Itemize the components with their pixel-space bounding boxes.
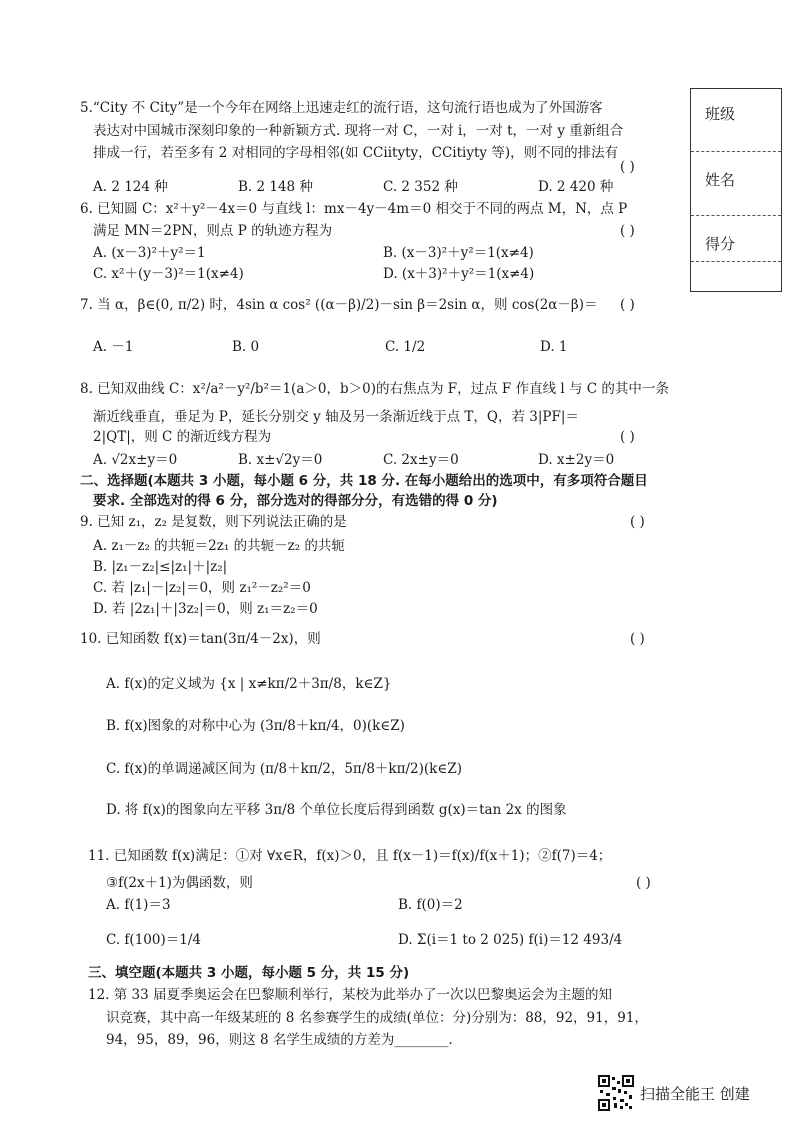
section-heading: 二、选择题(本题共 3 小题，每小题 6 分，共 18 分. 在每小题给出的选项中，有多项符合题目 (80, 473, 648, 489)
option-a: A. f(1)＝3 (106, 897, 171, 913)
answer-paren: ( ) (620, 159, 635, 175)
option-c: C. f(x)的单调递减区间为 (π/8＋kπ/2，5π/8＋kπ/2)(k∈Z) (106, 761, 462, 777)
section-heading: 三、填空题(本题共 3 小题，每小题 5 分，共 15 分) (88, 965, 410, 981)
option-a: A. －1 (93, 339, 134, 355)
option-d: D. (x＋3)²＋y²＝1(x≠4) (383, 266, 535, 282)
question-text: 9. 已知 z₁，z₂ 是复数，则下列说法正确的是 (80, 514, 347, 530)
option-c: C. 2x±y＝0 (383, 452, 459, 468)
question-text: ③f(2x＋1)为偶函数，则 (106, 875, 253, 891)
question-text: 识竞赛，其中高一年级某班的 8 名参赛学生的成绩(单位：分)分别为：88，92，91，91， (106, 1010, 648, 1026)
option-b: B. f(x)图象的对称中心为 (3π/8＋kπ/4，0)(k∈Z) (106, 718, 405, 734)
option-b: B. 0 (232, 339, 260, 355)
question-text: 排成一行，若至多有 2 对相同的字母相邻(如 CCiityty，CCitiyty 等)，则不同的排法有 (93, 145, 619, 161)
option-d: D. 将 f(x)的图象向左平移 3π/8 个单位长度后得到函数 g(x)＝tan 2x 的图象 (106, 802, 567, 818)
option-b: B. |z₁－z₂|≤|z₁|＋|z₂| (93, 559, 228, 575)
option-a: A. z₁－z₂ 的共轭＝2z₁ 的共轭－z₂ 的共轭 (93, 538, 345, 554)
option-a: A. f(x)的定义域为 {x | x≠kπ/2＋3π/8，k∈Z} (106, 676, 392, 692)
answer-paren: ( ) (620, 297, 635, 313)
question-text: 6. 已知圆 C：x²＋y²－4x＝0 与直线 l：mx－4y－4m＝0 相交于不同的两点 M，N，点 P (80, 201, 628, 217)
option-c: C. f(100)＝1/4 (106, 932, 201, 948)
option-b: B. 2 148 种 (238, 179, 313, 195)
option-b: B. (x－3)²＋y²＝1(x≠4) (383, 245, 534, 261)
option-a: A. 2 124 种 (93, 179, 168, 195)
option-d: D. 2 420 种 (538, 179, 614, 195)
option-d: D. 1 (540, 339, 568, 355)
option-b: B. f(0)＝2 (398, 897, 463, 913)
class-label: 班级 (705, 105, 736, 123)
info-divider (691, 215, 781, 216)
option-a: A. (x－3)²＋y²＝1 (93, 245, 206, 261)
answer-paren: ( ) (636, 875, 651, 891)
question-text: 12. 第 33 届夏季奥运会在巴黎顺利举行，某校为此举办了一次以巴黎奥运会为主题的知 (88, 987, 613, 1003)
watermark-text: 扫描全能王 创建 (640, 1085, 750, 1103)
option-d: D. x±2y＝0 (538, 452, 615, 468)
score-label: 得分 (705, 235, 736, 253)
option-b: B. x±√2y＝0 (238, 452, 323, 468)
info-divider (691, 151, 781, 152)
question-text: 11. 已知函数 f(x)满足：①对 ∀x∈R，f(x)＞0，且 f(x－1)＝f(x)/f(x＋1)；②f(7)＝4； (88, 848, 612, 864)
question-text: 满足 MN＝2PN，则点 P 的轨迹方程为 (93, 223, 333, 239)
answer-paren: ( ) (630, 514, 645, 530)
option-d: D. 若 |2z₁|＋|3z₂|＝0，则 z₁＝z₂＝0 (93, 601, 318, 617)
student-info-box (690, 88, 782, 292)
option-c: C. 若 |z₁|－|z₂|＝0，则 z₁²－z₂²＝0 (93, 580, 311, 596)
question-text: 94，95，89，96，则这 8 名学生成绩的方差为________. (106, 1032, 453, 1048)
question-text: 10. 已知函数 f(x)＝tan(3π/4－2x)，则 (80, 631, 321, 647)
answer-paren: ( ) (620, 223, 635, 239)
section-heading: 要求. 全部选对的得 6 分，部分选对的得部分分，有选错的得 0 分) (93, 493, 498, 509)
info-divider (691, 261, 781, 262)
question-text: 7. 当 α，β∈(0, π/2) 时，4sin α cos² ((α－β)/2)－sin β＝2sin α，则 cos(2α－β)＝ (80, 297, 598, 313)
name-label: 姓名 (705, 171, 736, 189)
question-text: 表达对中国城市深刻印象的一种新颖方式. 现将一对 C，一对 i，一对 t，一对 y 重新组合 (93, 123, 624, 139)
question-text: 5.“City 不 City”是一个今年在网络上迅速走红的流行语，这句流行语也成为了外国游客 (80, 100, 603, 116)
option-c: C. x²＋(y－3)²＝1(x≠4) (93, 266, 244, 282)
answer-paren: ( ) (620, 429, 635, 445)
option-c: C. 2 352 种 (383, 179, 458, 195)
option-c: C. 1/2 (385, 339, 426, 355)
question-text: 2|QT|，则 C 的渐近线方程为 (93, 429, 272, 445)
question-text: 8. 已知双曲线 C：x²/a²－y²/b²＝1(a＞0，b＞0)的右焦点为 F，过点 F 作直线 l 与 C 的其中一条 (80, 381, 669, 397)
qr-code-icon (598, 1075, 634, 1111)
option-d: D. Σ(i＝1 to 2 025) f(i)＝12 493/4 (398, 932, 623, 948)
answer-paren: ( ) (630, 631, 645, 647)
option-a: A. √2x±y＝0 (93, 452, 178, 468)
question-text: 渐近线垂直，垂足为 P，延长分别交 y 轴及另一条渐近线于点 T，Q，若 3|PF|＝ (93, 409, 579, 425)
